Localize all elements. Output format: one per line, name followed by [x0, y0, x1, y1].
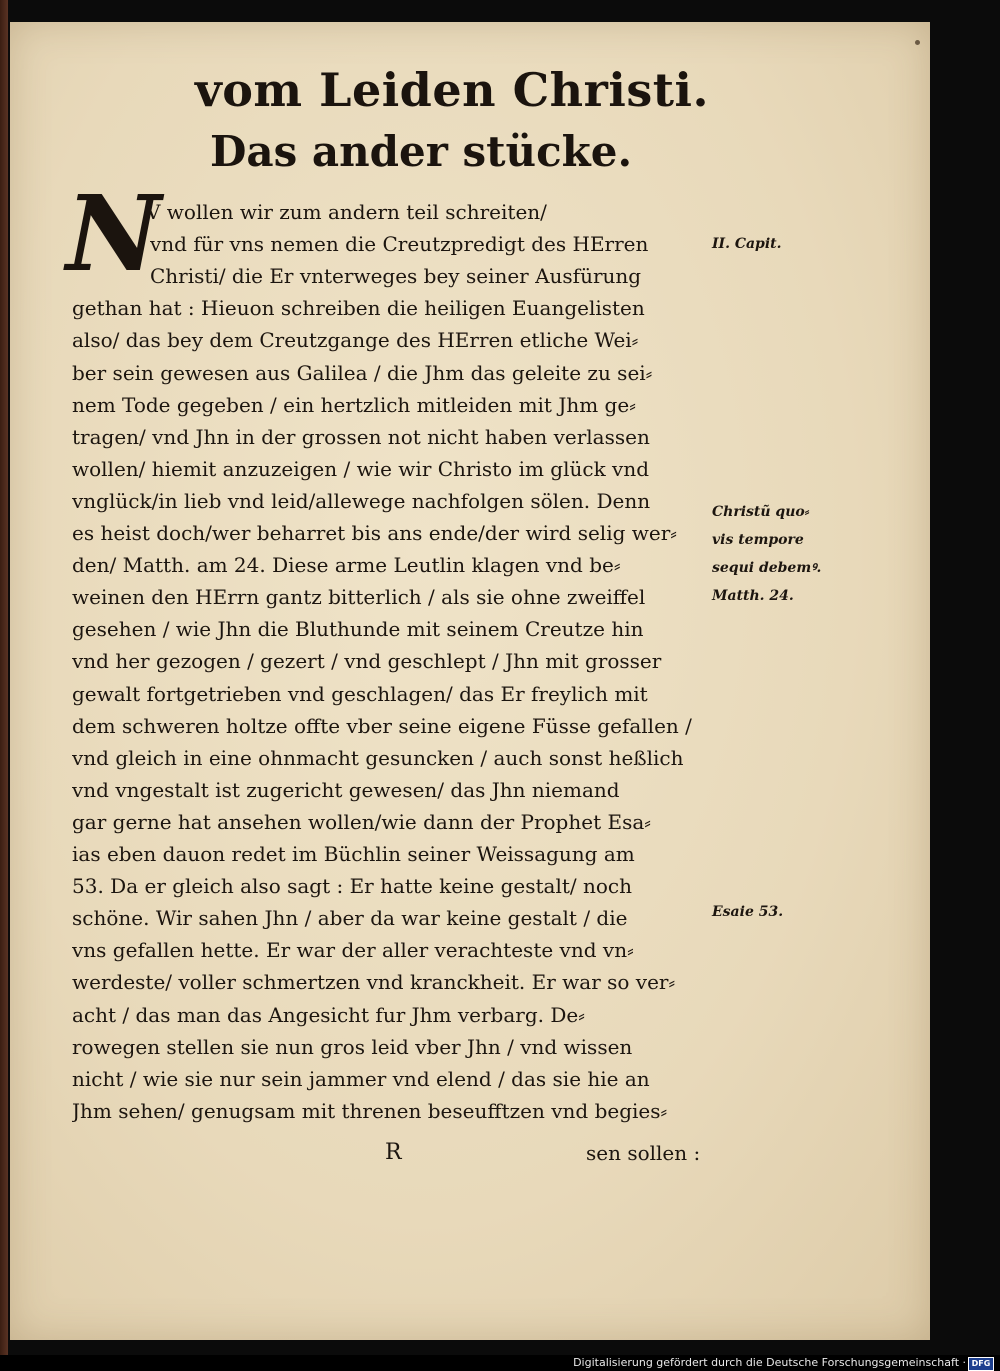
text-line: rowegen stellen sie nun gros leid vber Jhn / vnd wissen	[72, 1035, 633, 1059]
marginal-note-christum-line-3: sequi debemꝰ.	[712, 560, 822, 576]
text-line: es heist doch/wer beharret bis ans ende/der wird selig wer⸗	[72, 521, 677, 545]
text-line: vnd für vns nemen die Creutzpredigt des HErren	[150, 232, 649, 256]
text-line: nem Tode gegeben / ein hertzlich mitleiden mit Jhm ge⸗	[72, 393, 636, 417]
marginal-note-chapter: II. Capit.	[712, 236, 782, 252]
text-line: vnglück/in lieb vnd leid/allewege nachfolgen sölen. Denn	[72, 489, 651, 513]
text-line: den/ Matth. am 24. Diese arme Leutlin klagen vnd be⸗	[72, 553, 621, 577]
marginal-note-christum-line-1: Christũ quo⸗	[712, 504, 810, 520]
marginal-note-matthew: Matth. 24.	[712, 588, 794, 604]
text-line: vns gefallen hette. Er war der aller verachteste vnd vn⸗	[72, 938, 634, 962]
text-line: nicht / wie sie nur sein jammer vnd elend / das sie hie an	[72, 1067, 650, 1091]
catchword: sen sollen :	[586, 1141, 701, 1165]
text-line: vnd vngestalt ist zugericht gewesen/ das Jhn niemand	[72, 778, 620, 802]
text-line: vnd her gezogen / gezert / vnd geschlept / Jhn mit grosser	[72, 649, 662, 673]
drop-cap-initial: N	[66, 172, 162, 295]
text-line: dem schweren holtze offte vber seine eigene Füsse gefallen /	[72, 714, 692, 738]
scan-edge-left	[0, 0, 8, 1355]
footer-credit: Digitalisierung gefördert durch die Deutsche Forschungsgemeinschaft ·	[573, 1356, 966, 1369]
marginal-note-christum-line-2: vis tempore	[712, 532, 804, 548]
text-line: Jhm sehen/ genugsam mit threnen beseufftzen vnd begies⸗	[72, 1099, 668, 1123]
section-title: Das ander stücke.	[210, 127, 633, 176]
text-line: V wollen wir zum andern teil schreiten/	[146, 200, 547, 224]
running-head: vom Leiden Christi.	[195, 63, 709, 117]
page-speck	[915, 40, 920, 45]
signature-mark: R	[385, 1140, 402, 1165]
text-line: werdeste/ voller schmertzen vnd kranckheit. Er war so ver⸗	[72, 970, 676, 994]
text-line: gesehen / wie Jhn die Bluthunde mit seinem Creutze hin	[72, 617, 644, 641]
marginal-note-isaiah: Esaie 53.	[712, 904, 784, 920]
text-line: wollen/ hiemit anzuzeigen / wie wir Christo im glück vnd	[72, 457, 650, 481]
text-line: tragen/ vnd Jhn in der grossen not nicht haben verlassen	[72, 425, 650, 449]
text-line: also/ das bey dem Creutzgange des HErren etliche Wei⸗	[72, 328, 639, 352]
text-line: vnd gleich in eine ohnmacht gesuncken / auch sonst heßlich	[72, 746, 684, 770]
text-line: gethan hat : Hieuon schreiben die heiligen Euangelisten	[72, 296, 645, 320]
text-line: 53. Da er gleich also sagt : Er hatte keine gestalt/ noch	[72, 874, 632, 898]
text-line: gar gerne hat ansehen wollen/wie dann der Prophet Esa⸗	[72, 810, 651, 834]
text-line: weinen den HErrn gantz bitterlich / als sie ohne zweiffel	[72, 585, 646, 609]
text-line: Christi/ die Er vnterweges bey seiner Ausfürung	[150, 264, 642, 288]
text-line: gewalt fortgetrieben vnd geschlagen/ das Er freylich mit	[72, 682, 648, 706]
text-line: acht / das man das Angesicht fur Jhm verbarg. De⸗	[72, 1003, 585, 1027]
text-line: ias eben dauon redet im Büchlin seiner Weissagung am	[72, 842, 635, 866]
dfg-logo-icon: DFG	[968, 1357, 994, 1371]
text-line: ber sein gewesen aus Galilea / die Jhm das geleite zu sei⸗	[72, 361, 653, 385]
text-line: schöne. Wir sahen Jhn / aber da war keine gestalt / die	[72, 906, 628, 930]
